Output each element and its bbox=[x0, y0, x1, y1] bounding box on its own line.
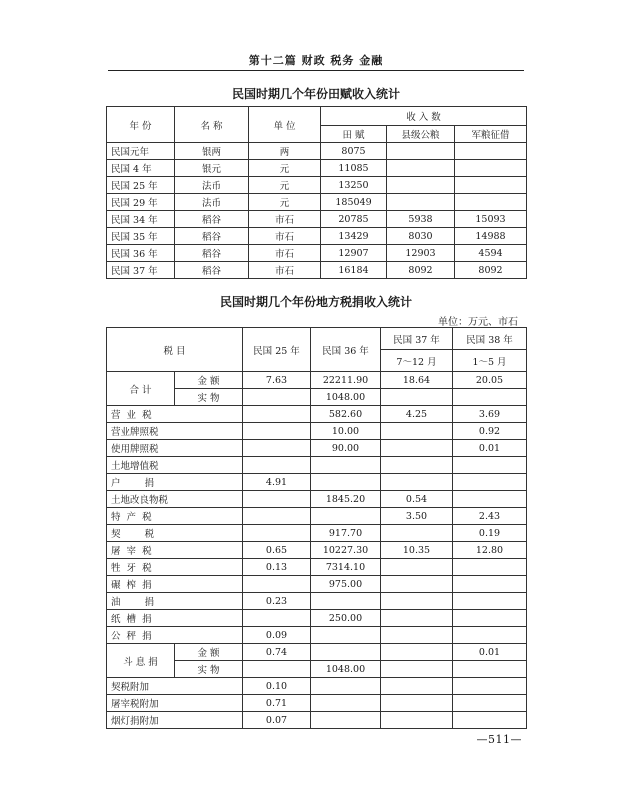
y38-cell bbox=[453, 576, 527, 593]
y38-cell bbox=[453, 457, 527, 474]
y38-cell bbox=[453, 610, 527, 627]
tax-name-cell: 契 税 bbox=[107, 525, 243, 542]
year-cell: 民国 37 年 bbox=[107, 262, 175, 279]
table-row bbox=[107, 559, 527, 576]
y25-cell: 0.65 bbox=[243, 542, 311, 559]
tax-name-cell: 公 秤 捐 bbox=[107, 627, 243, 644]
y25-cell: 0.13 bbox=[243, 559, 311, 576]
header-name: 名 称 bbox=[175, 107, 249, 143]
total-goods-y38 bbox=[453, 389, 527, 406]
unit-cell: 市石 bbox=[249, 262, 321, 279]
page-header: 第十二篇 财政 税务 金融 bbox=[248, 54, 384, 67]
military-grain-cell bbox=[455, 160, 527, 177]
military-grain-cell: 8092 bbox=[455, 262, 527, 279]
total-goods-label: 实 物 bbox=[175, 389, 243, 406]
unit-cell: 市石 bbox=[249, 228, 321, 245]
total-goods-y37 bbox=[381, 389, 453, 406]
dou-amount-y36 bbox=[311, 644, 381, 661]
military-grain-cell: 4594 bbox=[455, 245, 527, 262]
unit-cell: 两 bbox=[249, 143, 321, 160]
military-grain-cell bbox=[455, 177, 527, 194]
tax-name-cell: 烟灯捐附加 bbox=[107, 712, 243, 729]
y36-cell bbox=[311, 593, 381, 610]
y37-cell bbox=[381, 576, 453, 593]
local-tax-table bbox=[106, 327, 527, 729]
table-row bbox=[107, 143, 527, 160]
y38-cell: 12.80 bbox=[453, 542, 527, 559]
y25-cell: 0.10 bbox=[243, 678, 311, 695]
year-cell: 民国 4 年 bbox=[107, 160, 175, 177]
y25-cell bbox=[243, 610, 311, 627]
y38-cell: 0.19 bbox=[453, 525, 527, 542]
y25-cell: 0.71 bbox=[243, 695, 311, 712]
table-row bbox=[107, 177, 527, 194]
y36-cell: 7314.10 bbox=[311, 559, 381, 576]
header-y37-line1: 民国 37 年 bbox=[381, 328, 453, 350]
header-unit: 单 位 bbox=[249, 107, 321, 143]
y36-cell: 250.00 bbox=[311, 610, 381, 627]
name-cell: 稻谷 bbox=[175, 211, 249, 228]
total-amount-y36: 22211.90 bbox=[311, 372, 381, 389]
header-income: 收 入 数 bbox=[321, 107, 527, 126]
y37-cell bbox=[381, 474, 453, 491]
y37-cell: 4.25 bbox=[381, 406, 453, 423]
table-row bbox=[107, 525, 527, 542]
y25-cell bbox=[243, 525, 311, 542]
y38-cell bbox=[453, 627, 527, 644]
y25-cell bbox=[243, 508, 311, 525]
land-tax-cell: 16184 bbox=[321, 262, 387, 279]
y38-cell bbox=[453, 474, 527, 491]
y38-cell bbox=[453, 695, 527, 712]
tax-name-cell: 碾 榨 捐 bbox=[107, 576, 243, 593]
land-tax-cell: 13250 bbox=[321, 177, 387, 194]
total-goods-y25 bbox=[243, 389, 311, 406]
y36-cell: 90.00 bbox=[311, 440, 381, 457]
military-grain-cell bbox=[455, 194, 527, 211]
header-tax-item: 税 目 bbox=[107, 328, 243, 372]
unit-cell: 元 bbox=[249, 177, 321, 194]
y36-cell: 975.00 bbox=[311, 576, 381, 593]
year-cell: 民国 25 年 bbox=[107, 177, 175, 194]
tax-name-cell: 使用牌照税 bbox=[107, 440, 243, 457]
year-cell: 民国 29 年 bbox=[107, 194, 175, 211]
dou-label: 斗 息 捐 bbox=[107, 644, 175, 678]
y25-cell bbox=[243, 423, 311, 440]
y38-cell: 0.92 bbox=[453, 423, 527, 440]
y36-cell bbox=[311, 712, 381, 729]
y38-cell: 2.43 bbox=[453, 508, 527, 525]
tax-name-cell: 土地增值税 bbox=[107, 457, 243, 474]
dou-amount-y25: 0.74 bbox=[243, 644, 311, 661]
y36-cell bbox=[311, 508, 381, 525]
land-tax-cell: 185049 bbox=[321, 194, 387, 211]
y37-cell bbox=[381, 712, 453, 729]
tax-name-cell: 油 捐 bbox=[107, 593, 243, 610]
y25-cell: 0.23 bbox=[243, 593, 311, 610]
y37-cell: 10.35 bbox=[381, 542, 453, 559]
y38-cell: 0.01 bbox=[453, 440, 527, 457]
table-row bbox=[107, 508, 527, 525]
y36-cell: 10227.30 bbox=[311, 542, 381, 559]
y36-cell bbox=[311, 627, 381, 644]
tax-name-cell: 户 捐 bbox=[107, 474, 243, 491]
name-cell: 法币 bbox=[175, 194, 249, 211]
total-amount-y38: 20.05 bbox=[453, 372, 527, 389]
land-tax-cell: 12907 bbox=[321, 245, 387, 262]
table-row bbox=[107, 627, 527, 644]
table-row bbox=[107, 194, 527, 211]
y36-cell bbox=[311, 678, 381, 695]
y38-cell: 3.69 bbox=[453, 406, 527, 423]
higher-grain-cell: 8030 bbox=[387, 228, 455, 245]
y25-cell bbox=[243, 457, 311, 474]
y36-cell: 582.60 bbox=[311, 406, 381, 423]
y25-cell: 0.09 bbox=[243, 627, 311, 644]
y37-cell bbox=[381, 593, 453, 610]
y36-cell: 917.70 bbox=[311, 525, 381, 542]
table-row bbox=[107, 491, 527, 508]
header-y36: 民国 36 年 bbox=[311, 328, 381, 372]
year-cell: 民国元年 bbox=[107, 143, 175, 160]
y37-cell bbox=[381, 559, 453, 576]
tax-name-cell: 契税附加 bbox=[107, 678, 243, 695]
year-cell: 民国 36 年 bbox=[107, 245, 175, 262]
dou-goods-y38 bbox=[453, 661, 527, 678]
header-higher-grain: 县级公粮 bbox=[387, 126, 455, 143]
land-tax-cell: 13429 bbox=[321, 228, 387, 245]
table-row bbox=[107, 593, 527, 610]
y38-cell bbox=[453, 712, 527, 729]
name-cell: 银元 bbox=[175, 160, 249, 177]
table-row bbox=[107, 440, 527, 457]
y36-cell bbox=[311, 695, 381, 712]
table-row bbox=[107, 474, 527, 491]
year-cell: 民国 34 年 bbox=[107, 211, 175, 228]
name-cell: 稻谷 bbox=[175, 228, 249, 245]
year-cell: 民国 35 年 bbox=[107, 228, 175, 245]
y37-cell bbox=[381, 678, 453, 695]
table-row bbox=[107, 228, 527, 245]
table-row bbox=[107, 211, 527, 228]
table-row bbox=[107, 576, 527, 593]
dou-goods-y25 bbox=[243, 661, 311, 678]
tax-name-cell: 屠宰税附加 bbox=[107, 695, 243, 712]
y36-cell: 10.00 bbox=[311, 423, 381, 440]
table-row bbox=[107, 160, 527, 177]
y38-cell bbox=[453, 593, 527, 610]
table-row bbox=[107, 262, 527, 279]
total-amount-row bbox=[107, 372, 527, 389]
table2-body-a bbox=[107, 406, 527, 644]
table-row bbox=[107, 245, 527, 262]
tax-name-cell: 营业牌照税 bbox=[107, 423, 243, 440]
table-row bbox=[107, 678, 527, 695]
unit-cell: 市石 bbox=[249, 211, 321, 228]
total-amount-y25: 7.63 bbox=[243, 372, 311, 389]
unit-cell: 元 bbox=[249, 160, 321, 177]
tax-name-cell: 屠 宰 税 bbox=[107, 542, 243, 559]
land-tax-cell: 20785 bbox=[321, 211, 387, 228]
name-cell: 稻谷 bbox=[175, 262, 249, 279]
header-military-grain: 军粮征借 bbox=[455, 126, 527, 143]
y25-cell bbox=[243, 440, 311, 457]
y37-cell: 0.54 bbox=[381, 491, 453, 508]
dou-goods-y37 bbox=[381, 661, 453, 678]
name-cell: 法币 bbox=[175, 177, 249, 194]
name-cell: 银两 bbox=[175, 143, 249, 160]
table1-body bbox=[107, 143, 527, 279]
military-grain-cell: 14988 bbox=[455, 228, 527, 245]
y38-cell bbox=[453, 559, 527, 576]
land-tax-table bbox=[106, 106, 527, 279]
tax-name-cell: 纸 槽 捐 bbox=[107, 610, 243, 627]
higher-grain-cell: 5938 bbox=[387, 211, 455, 228]
y37-cell bbox=[381, 695, 453, 712]
page-number: —511— bbox=[476, 733, 522, 746]
y37-cell bbox=[381, 457, 453, 474]
higher-grain-cell: 12903 bbox=[387, 245, 455, 262]
header-year: 年 份 bbox=[107, 107, 175, 143]
header-y25: 民国 25 年 bbox=[243, 328, 311, 372]
y36-cell bbox=[311, 457, 381, 474]
higher-grain-cell: 8092 bbox=[387, 262, 455, 279]
dou-goods-label: 实 物 bbox=[175, 661, 243, 678]
y25-cell bbox=[243, 491, 311, 508]
total-goods-y36: 1048.00 bbox=[311, 389, 381, 406]
land-tax-cell: 8075 bbox=[321, 143, 387, 160]
dou-amount-y38: 0.01 bbox=[453, 644, 527, 661]
table2-body-b bbox=[107, 678, 527, 729]
header-y38-line2: 1～5 月 bbox=[453, 350, 527, 372]
military-grain-cell bbox=[455, 143, 527, 160]
dou-amount-label: 金 额 bbox=[175, 644, 243, 661]
total-amount-y37: 18.64 bbox=[381, 372, 453, 389]
military-grain-cell: 15093 bbox=[455, 211, 527, 228]
total-label: 合 计 bbox=[107, 372, 175, 406]
table-row bbox=[107, 423, 527, 440]
dou-goods-y36: 1048.00 bbox=[311, 661, 381, 678]
higher-grain-cell bbox=[387, 177, 455, 194]
table-row bbox=[107, 457, 527, 474]
y37-cell bbox=[381, 610, 453, 627]
y25-cell: 0.07 bbox=[243, 712, 311, 729]
higher-grain-cell bbox=[387, 143, 455, 160]
table2-unit-note: 单位：万元、市石 bbox=[438, 317, 518, 328]
tax-name-cell: 营 业 税 bbox=[107, 406, 243, 423]
header-land-tax: 田 赋 bbox=[321, 126, 387, 143]
y37-cell bbox=[381, 525, 453, 542]
unit-cell: 元 bbox=[249, 194, 321, 211]
tax-name-cell: 牲 牙 税 bbox=[107, 559, 243, 576]
y37-cell: 3.50 bbox=[381, 508, 453, 525]
tax-name-cell: 土地改良物税 bbox=[107, 491, 243, 508]
table-row bbox=[107, 542, 527, 559]
table-row bbox=[107, 610, 527, 627]
y36-cell bbox=[311, 474, 381, 491]
y25-cell bbox=[243, 576, 311, 593]
y38-cell bbox=[453, 678, 527, 695]
table-row bbox=[107, 695, 527, 712]
y25-cell: 4.91 bbox=[243, 474, 311, 491]
y38-cell bbox=[453, 491, 527, 508]
table2-title: 民国时期几个年份地方税捐收入统计 bbox=[219, 295, 412, 309]
y37-cell bbox=[381, 627, 453, 644]
y25-cell bbox=[243, 406, 311, 423]
total-amount-label: 金 额 bbox=[175, 372, 243, 389]
land-tax-cell: 11085 bbox=[321, 160, 387, 177]
header-y37-line2: 7～12 月 bbox=[381, 350, 453, 372]
unit-cell: 市石 bbox=[249, 245, 321, 262]
table-row bbox=[107, 712, 527, 729]
table1-title: 民国时期几个年份田赋收入统计 bbox=[231, 87, 400, 101]
dou-amount-row bbox=[107, 644, 527, 661]
y36-cell: 1845.20 bbox=[311, 491, 381, 508]
higher-grain-cell bbox=[387, 160, 455, 177]
tax-name-cell: 特 产 税 bbox=[107, 508, 243, 525]
y37-cell bbox=[381, 440, 453, 457]
header-y38-line1: 民国 38 年 bbox=[453, 328, 527, 350]
table-row bbox=[107, 406, 527, 423]
name-cell: 稻谷 bbox=[175, 245, 249, 262]
higher-grain-cell bbox=[387, 194, 455, 211]
header-rule bbox=[108, 70, 524, 71]
y37-cell bbox=[381, 423, 453, 440]
dou-amount-y37 bbox=[381, 644, 453, 661]
